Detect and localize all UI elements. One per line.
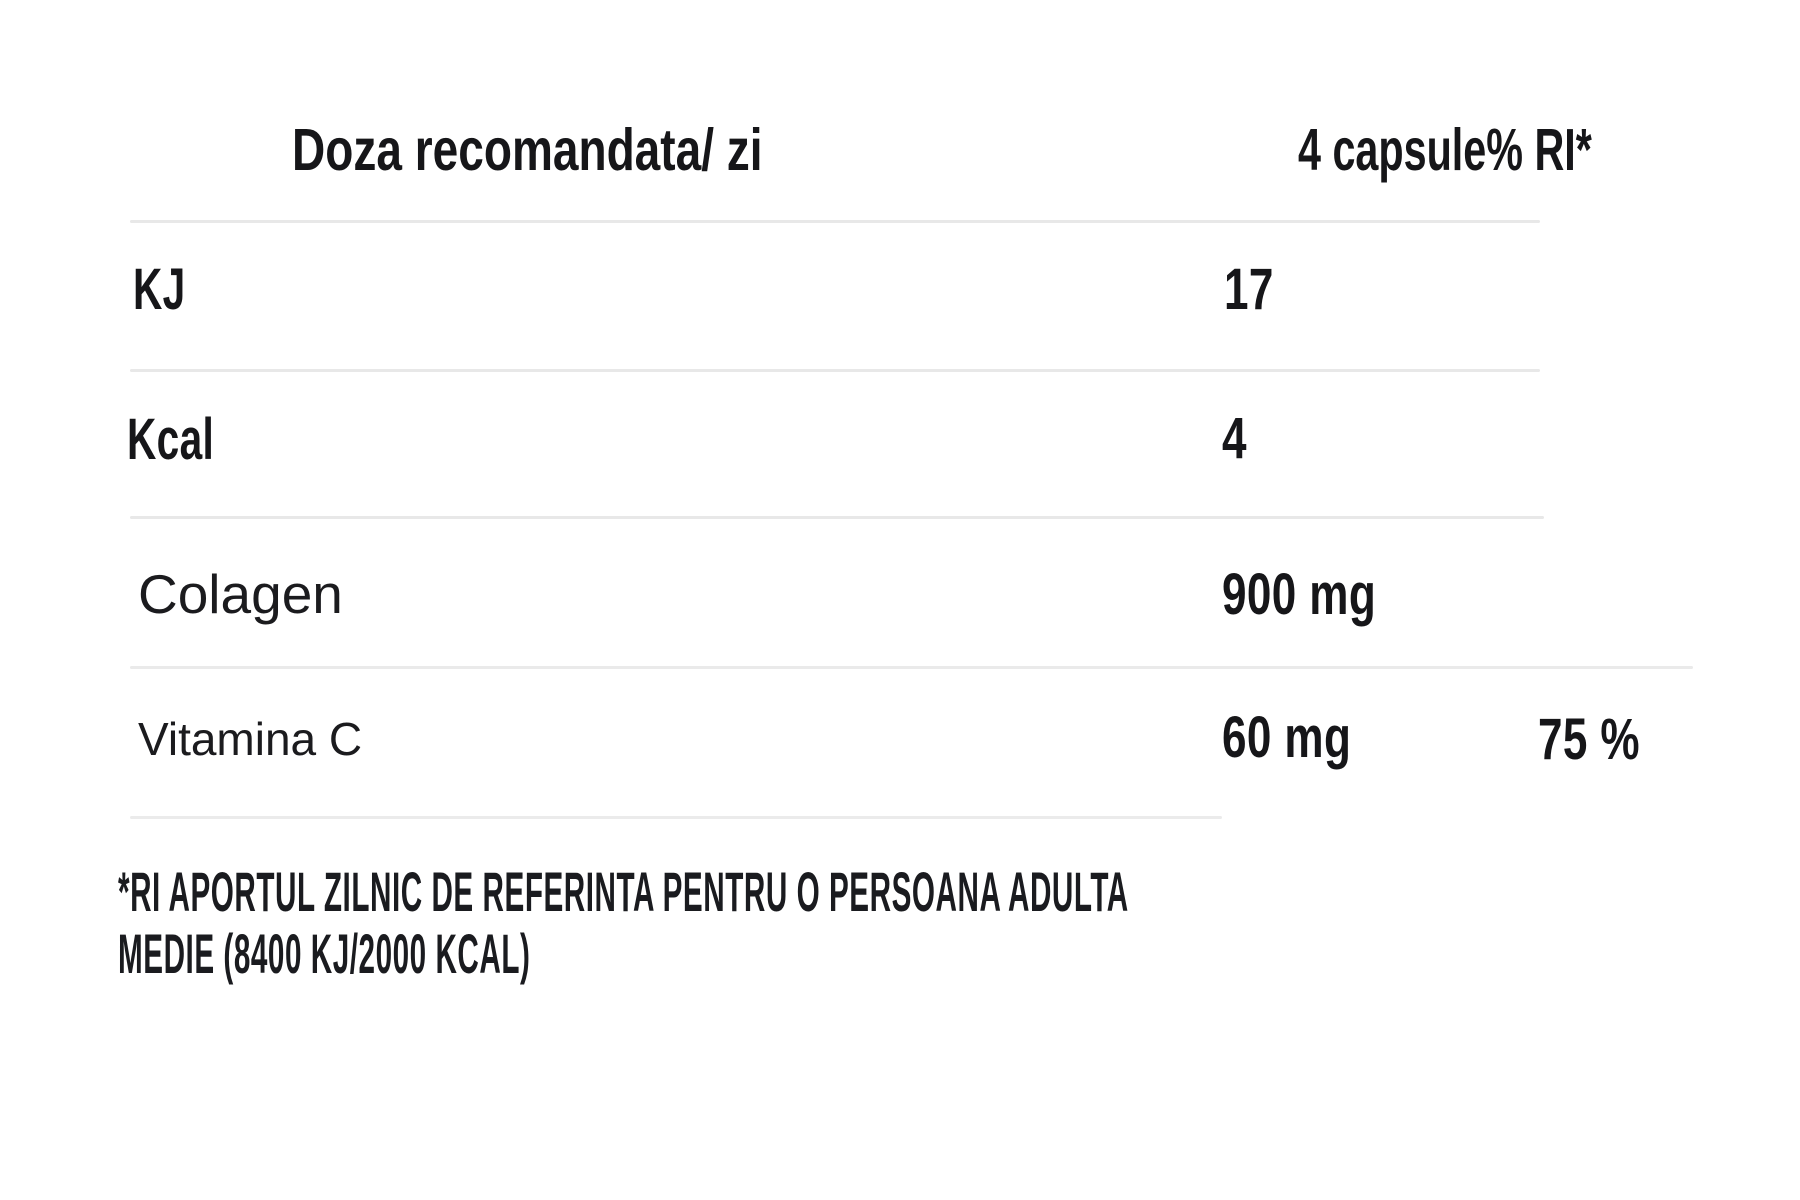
row-label-kj: KJ <box>133 257 186 322</box>
footnote-line-1: *RI APORTUL ZILNIC DE REFERINTA PENTRU O PERSOANA ADULTA <box>118 860 1129 923</box>
footnote-line-2: MEDIE (8400 KJ/2000 KCAL) <box>118 922 531 985</box>
row-value-kj: 17 <box>1224 257 1274 322</box>
row-value-kcal: 4 <box>1222 406 1247 471</box>
row-divider <box>130 369 1540 372</box>
row-label-vitamina-c: Vitamina C <box>138 713 363 765</box>
row-ri-percent-vitamina-c: 75 % <box>1538 707 1640 772</box>
header-divider <box>130 220 1540 223</box>
column-header-amount-ri: 4 capsule% RI* <box>1298 117 1592 183</box>
row-label-kcal: Kcal <box>127 407 215 472</box>
row-divider <box>130 516 1544 519</box>
row-value-vitamina-c: 60 mg <box>1222 705 1352 770</box>
row-value-colagen: 900 mg <box>1222 562 1377 627</box>
bottom-divider <box>130 816 1222 819</box>
row-label-colagen: Colagen <box>138 563 343 625</box>
column-header-dose: Doza recomandata/ zi <box>292 117 763 183</box>
row-divider <box>130 666 1693 669</box>
